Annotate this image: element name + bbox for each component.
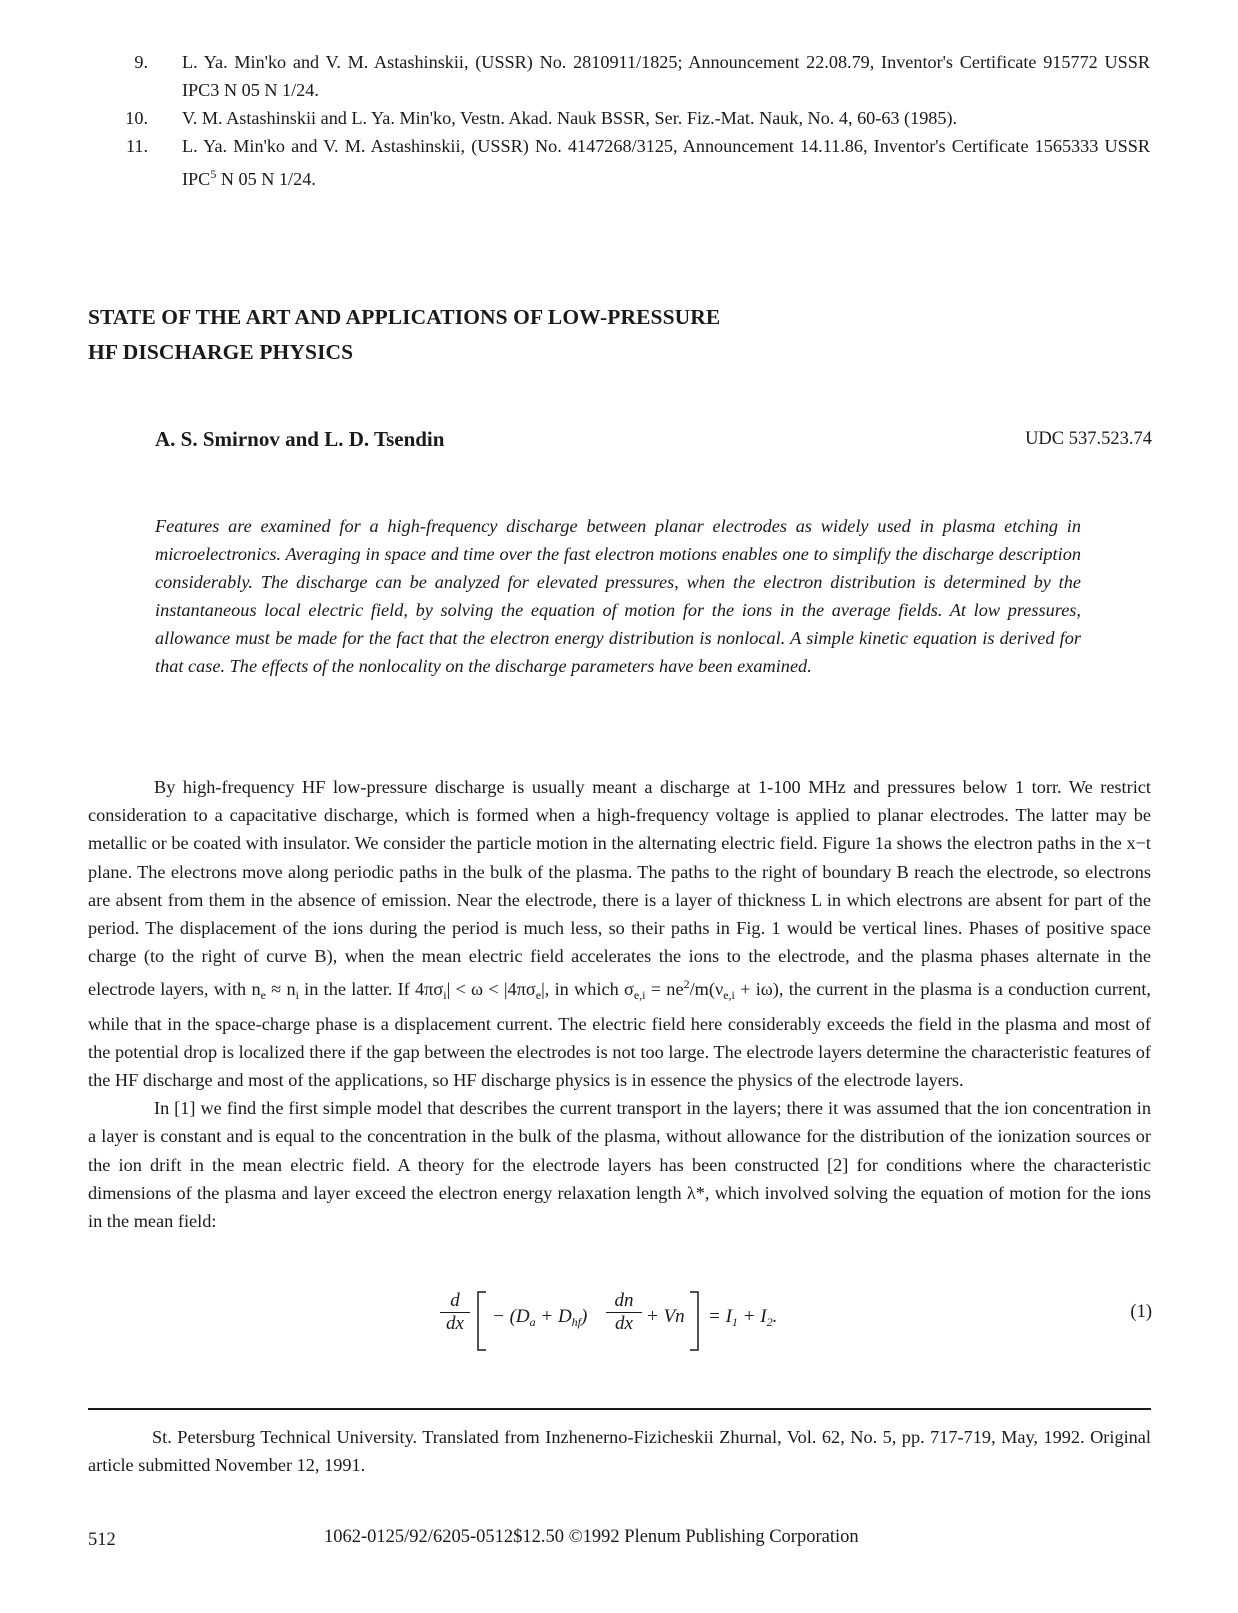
reference-text-part: N 05 N 1/24. xyxy=(216,169,316,189)
subscript: e,i xyxy=(723,988,735,1003)
text-run: = I xyxy=(708,1306,732,1327)
text-run: + D xyxy=(535,1306,572,1327)
subscript: e,i xyxy=(633,988,646,1003)
equation-rhs xyxy=(708,1306,777,1330)
subscript: a xyxy=(529,1315,536,1329)
abstract: Features are examined for a high-frequency discharge between planar electrodes as widely used in plasma etching in microelectronics. Averaging in space and time over the fast electron motions enables one to simplify the discharge description considerably. The discharge can be analyzed for elevated pressures, when the electron distribution is determined by the instantaneous local electric field, by solving the equation of motion for the ions in the average fields. At low pressures, allowance must be made for the fact that the electron energy distribution is nonlocal. A simple kinetic equation is derived for that case. The effects of the nonlocality on the discharge parameters have been examined. xyxy=(155,516,1081,676)
equation-number: (1) xyxy=(1130,1302,1152,1322)
page-number: 512 xyxy=(88,1530,116,1550)
reference-text-part: L. Ya. Min'ko and V. M. Astashinskii, (USSR) No. 4147268/3125, Announcement 14.11.86, Inventor's Certificate 1565333 USSR IPC xyxy=(182,136,1150,189)
text-run: |, in which σ xyxy=(541,979,634,1000)
authors: A. S. Smirnov and L. D. Tsendin xyxy=(155,427,445,451)
reference-text xyxy=(148,132,1150,193)
title-line: STATE OF THE ART AND APPLICATIONS OF LOW-PRESSURE xyxy=(88,305,721,329)
text-run: in the latter. If 4πσ xyxy=(298,979,444,1000)
numerator: d xyxy=(440,1290,470,1313)
subscript: i xyxy=(443,988,447,1003)
text-run: = ne xyxy=(645,979,684,1000)
fraction-dn-dx xyxy=(606,1290,642,1335)
body-text xyxy=(88,773,1151,1235)
udc-code: UDC 537.523.74 xyxy=(1025,429,1152,449)
footnote: St. Petersburg Technical University. Translated from Inzhenerno-Fizicheskii Zhurnal, Vol. 62, No. 5, pp. 717-719, May, 1992. Original article submitted November 12, 1991. xyxy=(88,1427,1151,1475)
paragraph: In [1] we find the first simple model that describes the current transport in the layers; there it was assumed that the ion concentration in a layer is constant and is equal to the concentration in the bulk of the plasma, without allowance for the distribution of the ionization sources or the ion drift in the mean electric field. A theory for the electrode layers has been constructed [2] for conditions where the characteristic dimensions of the plasma and layer exceed the electron energy relaxation length λ*, which involved solving the equation of motion for the ions in the mean field: xyxy=(88,1098,1151,1232)
text-run: | < ω < |4πσ xyxy=(446,979,536,1000)
text-run: ≈ n xyxy=(265,979,296,1000)
reference-item xyxy=(90,48,1150,104)
subscript: e xyxy=(535,988,542,1003)
reference-item xyxy=(90,132,1150,193)
reference-text: L. Ya. Min'ko and V. M. Astashinskii, (USSR) No. 2810911/1825; Announcement 22.08.79, Inventor's Certificate 915772 USSR IPC3 N 05 N 1/24. xyxy=(182,52,1150,100)
equation xyxy=(440,1290,840,1356)
subscript: i xyxy=(295,988,299,1003)
text-run: + I xyxy=(737,1306,767,1327)
equation-term: + Vn xyxy=(646,1306,685,1327)
text-run: By high-frequency HF low-pressure discharge is usually meant a discharge at 1-100 MHz and pressures below 1 torr. We restrict consideration to a capacitative discharge, which is formed when a high-frequency voltage is applied to planar electrodes. The latter may be metallic or be coated with insulator. We consider the particle motion in the alternating electric field. Figure 1a shows the electron paths in the x−t plane. The electrons move along periodic paths in the bulk of the plasma. The paths to the right of boundary B reach the electrode, so electrons are absent from them in the absence of emission. Near the electrode, there is a layer of thickness L in which electrons are absent for part of the period. The displacement of the ions during the period is much less, so their paths in Fig. 1 would be vertical lines. Phases of positive space charge (to the right of curve B), when the mean electric field accelerates the ions to the electrode, and the plasma phases alternate in the electrode layers, with n xyxy=(88,777,1151,1000)
left-bracket xyxy=(474,1290,488,1352)
reference-number: 10. xyxy=(125,108,148,128)
denominator: dx xyxy=(446,1313,464,1334)
reference-text: V. M. Astashinskii and L. Ya. Min'ko, Vestn. Akad. Nauk BSSR, Ser. Fiz.-Mat. Nauk, No. 4, 60-63 (1985). xyxy=(182,108,958,128)
subscript: e xyxy=(260,988,266,1003)
reference-item xyxy=(90,104,1150,132)
text-run: + iω), the current in the plasma is a conduction current, while that in the space-charge phase is a displacement current. The electric field here considerably exceeds the field in the plasma and most of the potential drop is localized there if the gap between the electrodes is not too large. The electrode layers determine the characteristic features of the HF discharge and most of the applications, so HF discharge physics is in essence the physics of the electrode layers. xyxy=(88,979,1151,1091)
numerator: dn xyxy=(606,1290,642,1313)
reference-list xyxy=(90,48,1150,193)
paragraph xyxy=(88,773,1151,1094)
denominator: dx xyxy=(615,1313,633,1334)
footnote-divider xyxy=(88,1408,1151,1410)
subscript: hf xyxy=(571,1315,582,1329)
subscript: 1 xyxy=(731,1315,738,1329)
superscript: 2 xyxy=(683,977,690,992)
right-bracket xyxy=(688,1290,702,1352)
article-title xyxy=(88,300,720,370)
reference-number: 11. xyxy=(125,136,148,156)
text-run: /m(ν xyxy=(689,979,724,1000)
text-run: − (D xyxy=(492,1306,530,1327)
fraction-d-dx xyxy=(440,1290,470,1335)
copyright-line: 1062-0125/92/6205-0512$12.50 ©1992 Plenum Publishing Corporation xyxy=(324,1527,859,1547)
superscript: 5 xyxy=(210,167,217,181)
reference-number: 9. xyxy=(134,52,148,72)
subscript: 2 xyxy=(766,1315,773,1329)
equation-term xyxy=(492,1306,587,1330)
text-run: . xyxy=(772,1306,778,1327)
title-line: HF DISCHARGE PHYSICS xyxy=(88,340,354,364)
text-run: ) xyxy=(581,1306,588,1327)
